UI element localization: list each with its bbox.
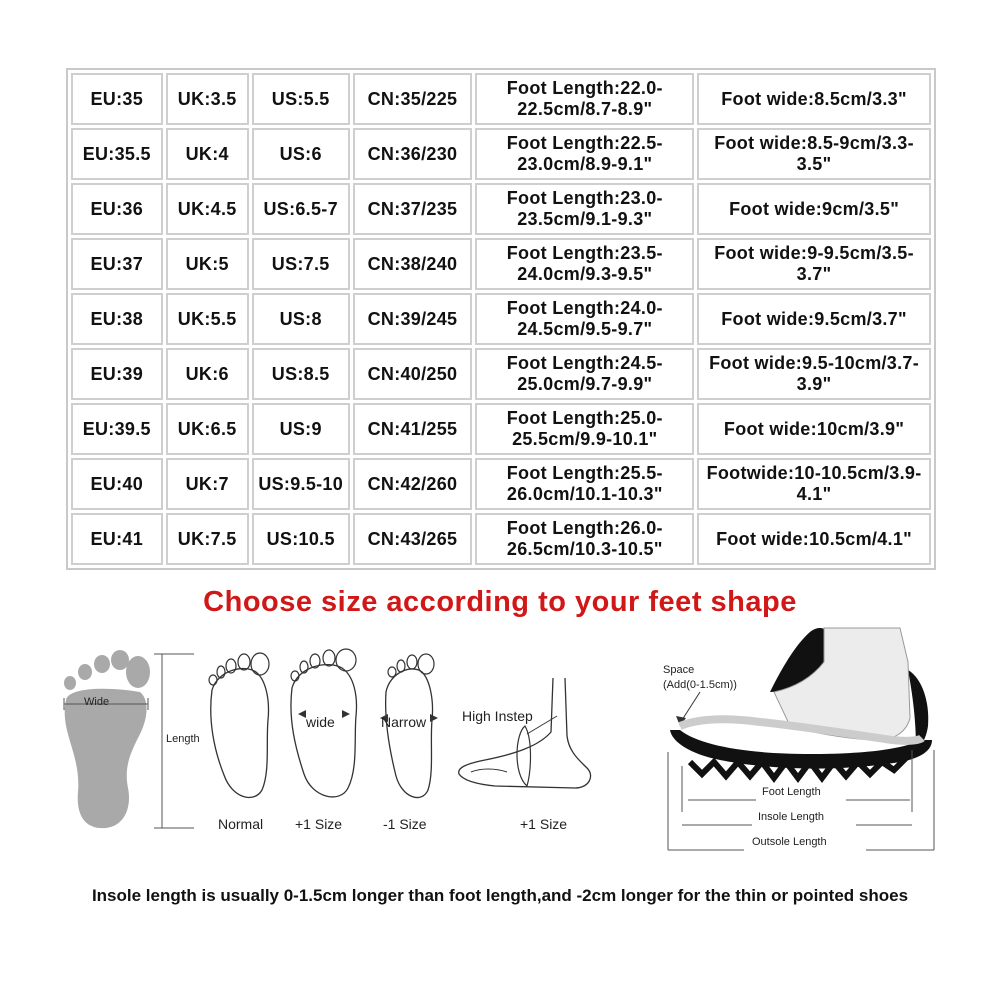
us-size-cell: US:9.5-10	[252, 458, 350, 510]
high-instep-figure	[455, 676, 615, 806]
narrow-label: Narrow	[381, 714, 427, 730]
table-row	[71, 73, 931, 125]
cn-size-cell: CN:36/230	[353, 128, 473, 180]
foot-length-cell: Foot Length:22.0-22.5cm/8.7-8.9"	[475, 73, 694, 125]
uk-size-cell: UK:6.5	[166, 403, 249, 455]
footer-note: Insole length is usually 0-1.5cm longer than foot length,and -2cm longer for the thin or pointed shoes	[91, 886, 909, 905]
wide-foot-label: wide	[306, 714, 335, 730]
wide-size-label: +1 Size	[295, 816, 343, 832]
shoe-cross-section-figure	[660, 622, 940, 862]
us-size-cell: US:6	[252, 128, 350, 180]
table-row	[71, 403, 931, 455]
normal-foot-figure	[204, 650, 276, 810]
table-row	[71, 238, 931, 290]
us-size-cell: US:9	[252, 403, 350, 455]
foot-width-cell: Foot wide:8.5-9cm/3.3-3.5"	[697, 128, 931, 180]
foot-length-cell: Foot Length:22.5-23.0cm/8.9-9.1"	[475, 128, 694, 180]
eu-size-cell: EU:36	[71, 183, 163, 235]
foot-width-cell: Foot wide:10.5cm/4.1"	[697, 513, 931, 565]
foot-length-label: Foot Length	[762, 786, 821, 798]
foot-length-cell: Foot Length:23.0-23.5cm/9.1-9.3"	[475, 183, 694, 235]
size-chart-body	[71, 73, 931, 565]
eu-size-cell: EU:37	[71, 238, 163, 290]
narrow-foot-figure	[378, 650, 440, 810]
cn-size-cell: CN:43/265	[353, 513, 473, 565]
foot-length-cell: Foot Length:24.5-25.0cm/9.7-9.9"	[475, 348, 694, 400]
wide-label: Wide	[84, 696, 110, 708]
cn-size-cell: CN:42/260	[353, 458, 473, 510]
cn-size-cell: CN:39/245	[353, 293, 473, 345]
eu-size-cell: EU:41	[71, 513, 163, 565]
eu-size-cell: EU:38	[71, 293, 163, 345]
foot-width-cell: Foot wide:9cm/3.5"	[697, 183, 931, 235]
headline: Choose size according to your feet shape	[203, 586, 797, 618]
table-row	[71, 513, 931, 565]
uk-size-cell: UK:6	[166, 348, 249, 400]
normal-label: Normal	[218, 816, 264, 832]
table-row	[71, 128, 931, 180]
foot-length-cell: Foot Length:26.0-26.5cm/10.3-10.5"	[475, 513, 694, 565]
cn-size-cell: CN:40/250	[353, 348, 473, 400]
length-label: Length	[166, 733, 200, 745]
uk-size-cell: UK:7	[166, 458, 249, 510]
table-row	[71, 458, 931, 510]
eu-size-cell: EU:35	[71, 73, 163, 125]
high-instep-size-label: +1 Size	[520, 816, 568, 832]
foot-width-cell: Foot wide:8.5cm/3.3"	[697, 73, 931, 125]
cn-size-cell: CN:37/235	[353, 183, 473, 235]
us-size-cell: US:8.5	[252, 348, 350, 400]
foot-length-cell: Foot Length:24.0-24.5cm/9.5-9.7"	[475, 293, 694, 345]
eu-size-cell: EU:39	[71, 348, 163, 400]
foot-width-cell: Footwide:10-10.5cm/3.9-4.1"	[697, 458, 931, 510]
eu-size-cell: EU:40	[71, 458, 163, 510]
uk-size-cell: UK:3.5	[166, 73, 249, 125]
table-row	[71, 183, 931, 235]
narrow-size-label: -1 Size	[383, 816, 427, 832]
foot-width-cell: Foot wide:10cm/3.9"	[697, 403, 931, 455]
us-size-cell: US:7.5	[252, 238, 350, 290]
us-size-cell: US:8	[252, 293, 350, 345]
uk-size-cell: UK:5	[166, 238, 249, 290]
insole-length-label: Insole Length	[758, 811, 825, 823]
outsole-length-label: Outsole Length	[752, 836, 827, 848]
eu-size-cell: EU:39.5	[71, 403, 163, 455]
space-note: (Add(0-1.5cm))	[663, 679, 737, 691]
foot-length-cell: Foot Length:25.5-26.0cm/10.1-10.3"	[475, 458, 694, 510]
uk-size-cell: UK:4	[166, 128, 249, 180]
uk-size-cell: UK:4.5	[166, 183, 249, 235]
uk-size-cell: UK:5.5	[166, 293, 249, 345]
eu-size-cell: EU:35.5	[71, 128, 163, 180]
cn-size-cell: CN:38/240	[353, 238, 473, 290]
foot-length-cell: Foot Length:23.5-24.0cm/9.3-9.5"	[475, 238, 694, 290]
space-label: Space	[663, 664, 695, 676]
foot-width-cell: Foot wide:9.5-10cm/3.7-3.9"	[697, 348, 931, 400]
us-size-cell: US:6.5-7	[252, 183, 350, 235]
cn-size-cell: CN:35/225	[353, 73, 473, 125]
us-size-cell: US:10.5	[252, 513, 350, 565]
foot-length-cell: Foot Length:25.0-25.5cm/9.9-10.1"	[475, 403, 694, 455]
table-row	[71, 348, 931, 400]
high-instep-label: High Instep	[462, 708, 533, 724]
table-row	[71, 293, 931, 345]
size-chart-table	[66, 68, 936, 570]
uk-size-cell: UK:7.5	[166, 513, 249, 565]
foot-width-cell: Foot wide:9.5cm/3.7"	[697, 293, 931, 345]
us-size-cell: US:5.5	[252, 73, 350, 125]
cn-size-cell: CN:41/255	[353, 403, 473, 455]
foot-width-cell: Foot wide:9-9.5cm/3.5-3.7"	[697, 238, 931, 290]
